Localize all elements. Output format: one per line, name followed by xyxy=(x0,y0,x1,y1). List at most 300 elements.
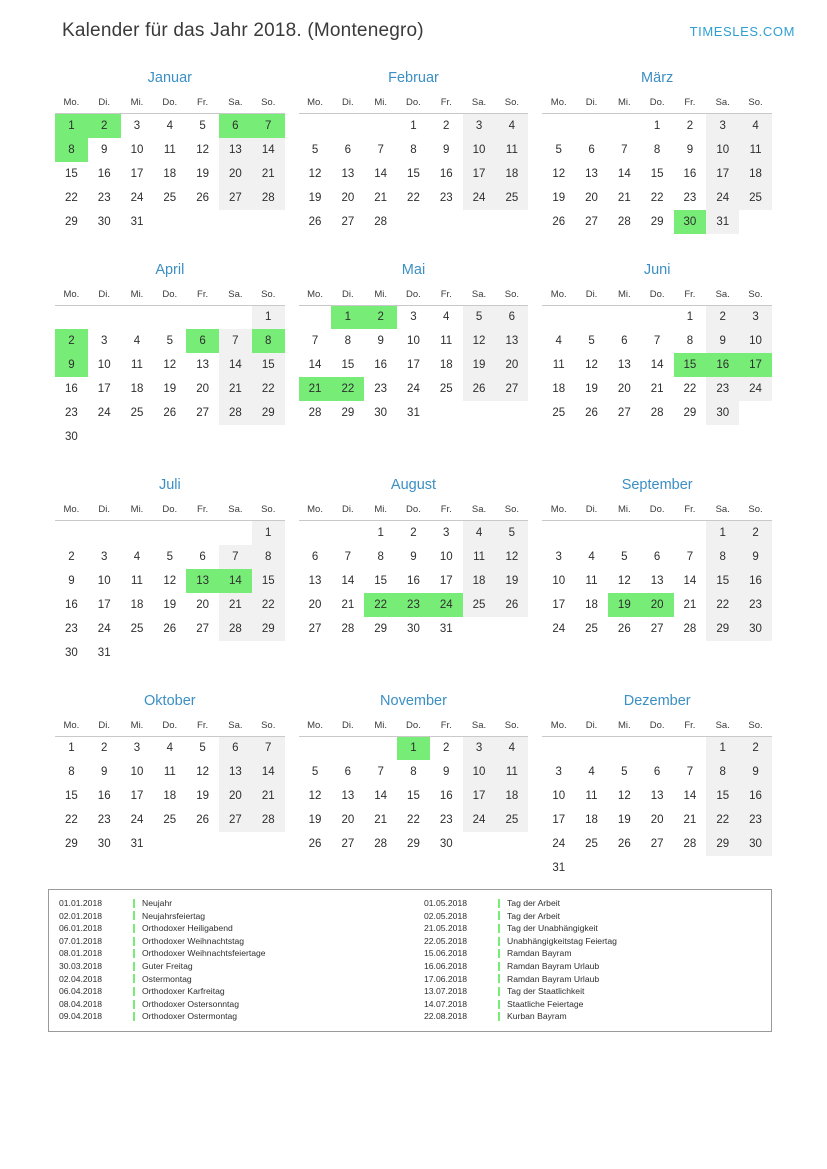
weekday-header: So. xyxy=(495,717,528,737)
legend-label: Orthodoxer Ostersonntag xyxy=(142,998,239,1009)
day-cell: 1 xyxy=(706,521,739,545)
day-cell: 10 xyxy=(739,329,772,353)
day-cell: 27 xyxy=(219,186,252,210)
legend-date: 08.01.2018 xyxy=(59,948,103,959)
day-cell: 24 xyxy=(739,377,772,401)
weekday-header: Mi. xyxy=(121,717,154,737)
week-row xyxy=(55,305,285,329)
day-cell: 10 xyxy=(97,574,111,587)
day-cell: 11 xyxy=(552,359,565,371)
weekday-header: So. xyxy=(495,286,528,306)
page-header xyxy=(0,0,827,42)
day-cell: 28 xyxy=(252,186,285,210)
month-name: Oktober xyxy=(144,692,196,709)
day-cell: 11 xyxy=(739,138,772,162)
empty-cell xyxy=(299,521,332,545)
legend-item xyxy=(59,985,396,998)
weekday-header: Fr. xyxy=(186,94,219,114)
legend-color-swatch xyxy=(133,899,135,908)
empty-cell xyxy=(186,832,219,856)
week-row xyxy=(55,832,285,856)
weekday-header: So. xyxy=(495,501,528,521)
day-cell: 27 xyxy=(650,622,664,635)
day-cell: 30 xyxy=(97,215,111,228)
legend-color-swatch xyxy=(498,937,500,946)
weekday-header: Mi. xyxy=(608,501,641,521)
day-cell: 1 xyxy=(653,119,661,132)
legend-label: Staatliche Feiertage xyxy=(507,998,584,1009)
legend-label: Ostermontag xyxy=(142,973,192,984)
day-cell-holiday: 21 xyxy=(299,377,332,401)
day-cell: 19 xyxy=(308,191,322,204)
month-table xyxy=(542,94,772,234)
day-cell: 3 xyxy=(100,335,108,347)
day-cell: 18 xyxy=(130,383,144,395)
day-cell: 10 xyxy=(552,790,566,802)
day-cell: 7 xyxy=(653,335,661,347)
day-cell: 28 xyxy=(308,407,322,419)
weekday-header: Mi. xyxy=(608,94,641,114)
legend-label: Guter Freitag xyxy=(142,960,193,971)
weekday-header: Mi. xyxy=(608,286,641,306)
weekday-header: So. xyxy=(252,286,285,306)
weekday-header: Sa. xyxy=(463,94,496,114)
day-cell: 4 xyxy=(588,766,595,778)
day-cell: 12 xyxy=(196,766,209,778)
weekday-header: Sa. xyxy=(219,94,252,114)
week-row xyxy=(542,521,772,545)
day-cell: 20 xyxy=(219,784,252,808)
empty-cell xyxy=(252,641,285,665)
legend-date: 08.04.2018 xyxy=(59,998,103,1009)
weekday-header: So. xyxy=(252,94,285,114)
week-row xyxy=(55,545,285,569)
day-cell: 11 xyxy=(495,760,528,784)
day-cell: 8 xyxy=(68,766,75,778)
day-cell: 15 xyxy=(407,790,420,802)
day-cell: 26 xyxy=(308,215,322,228)
week-row xyxy=(542,784,772,808)
legend-color-swatch xyxy=(498,899,500,908)
day-cell: 3 xyxy=(410,311,417,324)
day-cell: 20 xyxy=(617,383,631,395)
weekday-header: So. xyxy=(495,94,528,114)
weekday-header: Mi. xyxy=(121,501,154,521)
legend-color-swatch xyxy=(133,974,135,983)
day-cell: 19 xyxy=(163,598,177,611)
day-cell: 6 xyxy=(588,143,595,156)
day-cell: 15 xyxy=(650,167,664,180)
legend-date: 15.06.2018 xyxy=(424,948,468,959)
week-row xyxy=(55,114,285,138)
day-cell: 20 xyxy=(308,598,322,611)
day-cell: 26 xyxy=(617,622,631,635)
empty-cell xyxy=(542,114,575,138)
empty-cell xyxy=(674,521,707,545)
weekday-header: Fr. xyxy=(674,286,707,306)
week-row xyxy=(299,521,529,545)
day-cell: 18 xyxy=(739,162,772,186)
day-cell: 10 xyxy=(97,359,111,371)
day-cell: 31 xyxy=(552,862,566,874)
legend-label: Neujahr xyxy=(142,898,173,908)
day-cell: 11 xyxy=(163,143,176,156)
day-cell: 2 xyxy=(68,550,75,563)
day-cell: 9 xyxy=(739,545,772,569)
day-cell: 5 xyxy=(588,335,595,347)
day-cell: 29 xyxy=(252,617,285,641)
legend-label: Tag der Arbeit xyxy=(507,910,561,921)
day-cell: 8 xyxy=(410,143,417,156)
day-cell: 6 xyxy=(344,766,352,778)
day-cell: 26 xyxy=(617,838,631,850)
empty-cell xyxy=(331,114,364,138)
day-cell: 23 xyxy=(374,383,388,395)
day-cell: 22 xyxy=(706,808,739,832)
day-cell: 29 xyxy=(65,838,78,850)
day-cell: 19 xyxy=(163,383,177,395)
day-cell: 27 xyxy=(495,377,528,401)
month-name: Februar xyxy=(388,70,439,86)
weekday-header: Fr. xyxy=(186,286,219,306)
empty-cell xyxy=(299,736,332,760)
week-row xyxy=(299,569,529,593)
day-cell: 15 xyxy=(252,353,285,377)
empty-cell xyxy=(575,736,608,760)
legend-item xyxy=(59,947,396,960)
month-block xyxy=(299,56,529,248)
weekday-header: Mo. xyxy=(55,286,88,306)
legend-item xyxy=(59,1010,396,1023)
legend-item xyxy=(59,922,396,935)
day-cell: 20 xyxy=(196,383,209,395)
day-cell: 9 xyxy=(377,335,384,347)
week-row xyxy=(299,114,529,138)
legend-label: Tag der Staatlichkeit xyxy=(507,986,585,997)
day-cell: 26 xyxy=(552,215,566,228)
week-row xyxy=(542,593,772,617)
day-cell: 13 xyxy=(650,790,664,802)
legend-label: Orthodoxer Karfreitag xyxy=(142,986,225,997)
weekday-header: Di. xyxy=(331,501,364,521)
day-cell-holiday: 8 xyxy=(55,138,88,162)
day-cell: 3 xyxy=(463,736,496,760)
day-cell: 18 xyxy=(495,784,528,808)
weekday-header: Sa. xyxy=(219,286,252,306)
day-cell: 10 xyxy=(552,574,566,587)
legend-label: Orthodoxer Weihnachtstag xyxy=(142,935,245,946)
day-cell: 8 xyxy=(653,143,661,156)
week-row xyxy=(299,353,529,377)
day-cell: 4 xyxy=(133,550,141,563)
weekday-header: Fr. xyxy=(674,94,707,114)
day-cell: 11 xyxy=(131,359,143,371)
day-cell: 23 xyxy=(683,191,697,204)
empty-cell xyxy=(153,425,186,449)
day-cell: 29 xyxy=(374,622,388,635)
day-cell: 17 xyxy=(552,598,566,611)
day-cell: 23 xyxy=(97,191,111,204)
legend-date: 06.01.2018 xyxy=(59,923,103,934)
empty-cell xyxy=(219,305,252,329)
day-cell-holiday: 2 xyxy=(364,305,397,329)
month-table xyxy=(542,717,772,881)
legend-date: 30.03.2018 xyxy=(59,960,103,971)
day-cell: 25 xyxy=(163,814,177,826)
week-row xyxy=(542,210,772,234)
day-cell: 25 xyxy=(495,808,528,832)
day-cell: 5 xyxy=(495,521,528,545)
day-cell-holiday: 23 xyxy=(397,593,430,617)
day-cell: 21 xyxy=(341,598,355,611)
weekday-header: Sa. xyxy=(219,501,252,521)
day-cell: 25 xyxy=(585,622,598,635)
day-cell: 11 xyxy=(585,574,598,587)
day-cell: 7 xyxy=(344,550,352,563)
weekday-header: Mo. xyxy=(299,94,332,114)
day-cell: 29 xyxy=(407,838,420,850)
week-row xyxy=(299,760,529,784)
day-cell: 13 xyxy=(219,760,252,784)
day-cell: 23 xyxy=(65,407,78,419)
week-row xyxy=(55,425,285,449)
empty-cell xyxy=(495,617,528,641)
day-cell: 28 xyxy=(341,622,355,635)
day-cell: 18 xyxy=(163,790,177,802)
day-cell: 10 xyxy=(407,335,420,347)
month-name: Mai xyxy=(401,261,426,278)
day-cell: 9 xyxy=(443,143,450,156)
weekday-header: Do. xyxy=(397,94,430,114)
week-row xyxy=(542,569,772,593)
month-block xyxy=(55,679,285,895)
day-cell: 27 xyxy=(341,215,355,228)
legend-item xyxy=(424,985,761,998)
day-cell: 4 xyxy=(555,335,562,347)
day-cell: 13 xyxy=(341,167,355,180)
week-row xyxy=(542,377,772,401)
day-cell: 28 xyxy=(219,401,252,425)
day-cell: 28 xyxy=(617,215,631,228)
day-cell: 20 xyxy=(495,353,528,377)
day-cell-holiday: 9 xyxy=(55,353,88,377)
day-cell: 26 xyxy=(308,838,322,850)
empty-cell xyxy=(219,521,252,545)
day-cell: 15 xyxy=(341,359,355,371)
day-cell: 21 xyxy=(650,383,664,395)
day-cell-holiday: 19 xyxy=(608,593,641,617)
day-cell: 11 xyxy=(163,766,176,778)
day-cell: 22 xyxy=(407,191,420,204)
day-cell: 5 xyxy=(199,119,206,132)
day-cell: 9 xyxy=(686,143,694,156)
weekday-header: Fr. xyxy=(430,717,463,737)
week-row xyxy=(55,617,285,641)
legend-label: Ramdan Bayram xyxy=(507,948,572,959)
day-cell: 27 xyxy=(196,622,209,635)
weekday-header: Mo. xyxy=(55,717,88,737)
week-row xyxy=(299,784,529,808)
week-row xyxy=(55,162,285,186)
weekday-header: Sa. xyxy=(463,717,496,737)
month-block xyxy=(299,248,529,464)
weekday-header: Sa. xyxy=(463,501,496,521)
empty-cell xyxy=(542,521,575,545)
day-cell: 16 xyxy=(97,167,111,180)
empty-cell xyxy=(299,305,332,329)
day-cell: 6 xyxy=(495,305,528,329)
week-row xyxy=(55,521,285,545)
day-cell: 19 xyxy=(617,814,631,826)
day-cell: 14 xyxy=(341,574,355,587)
day-cell: 16 xyxy=(407,574,420,587)
day-cell: 26 xyxy=(196,814,209,826)
empty-cell xyxy=(121,641,154,665)
day-cell: 8 xyxy=(706,760,739,784)
weekday-header: Do. xyxy=(641,286,674,306)
empty-cell xyxy=(153,521,186,545)
empty-cell xyxy=(397,210,430,234)
weekday-header: So. xyxy=(252,501,285,521)
day-cell: 30 xyxy=(65,431,78,443)
month-table xyxy=(299,286,529,426)
day-cell: 17 xyxy=(130,167,144,180)
weekday-header: Di. xyxy=(575,94,608,114)
day-cell: 8 xyxy=(686,335,694,347)
empty-cell xyxy=(608,736,641,760)
day-cell: 6 xyxy=(653,550,661,563)
day-cell: 10 xyxy=(706,138,739,162)
day-cell: 3 xyxy=(133,742,141,755)
week-row xyxy=(299,545,529,569)
day-cell: 7 xyxy=(686,766,694,778)
day-cell: 21 xyxy=(219,593,252,617)
day-cell: 7 xyxy=(252,736,285,760)
week-row xyxy=(542,617,772,641)
empty-cell xyxy=(575,305,608,329)
day-cell: 15 xyxy=(407,167,420,180)
weekday-header: Mo. xyxy=(542,94,575,114)
empty-cell xyxy=(88,521,121,545)
day-cell: 6 xyxy=(199,550,206,563)
month-block xyxy=(299,463,529,679)
day-cell: 26 xyxy=(495,593,528,617)
day-cell: 14 xyxy=(683,574,697,587)
legend-color-swatch xyxy=(498,949,500,958)
day-cell: 3 xyxy=(100,550,108,563)
day-cell: 24 xyxy=(463,186,496,210)
day-cell: 16 xyxy=(739,784,772,808)
weekday-header: Mo. xyxy=(299,501,332,521)
legend-date: 02.01.2018 xyxy=(59,910,103,921)
day-cell: 5 xyxy=(621,766,628,778)
day-cell: 6 xyxy=(344,143,352,156)
weekday-header: Mo. xyxy=(55,94,88,114)
legend-date: 21.05.2018 xyxy=(424,923,468,934)
day-cell: 7 xyxy=(311,335,319,347)
legend-color-swatch xyxy=(498,962,500,971)
weekday-header: Di. xyxy=(88,717,121,737)
day-cell: 29 xyxy=(252,401,285,425)
weekday-header: Fr. xyxy=(430,94,463,114)
week-row xyxy=(542,162,772,186)
empty-cell xyxy=(575,114,608,138)
empty-cell xyxy=(430,210,463,234)
day-cell: 12 xyxy=(163,574,177,587)
day-cell: 10 xyxy=(130,143,144,156)
day-cell: 29 xyxy=(341,407,355,419)
weekday-header: Mo. xyxy=(55,501,88,521)
empty-cell xyxy=(739,210,772,234)
day-cell: 1 xyxy=(252,305,285,329)
weekday-header: Do. xyxy=(397,501,430,521)
week-row xyxy=(299,736,529,760)
day-cell: 7 xyxy=(219,545,252,569)
week-row xyxy=(55,186,285,210)
legend-item xyxy=(424,947,761,960)
empty-cell xyxy=(542,305,575,329)
weekday-header: So. xyxy=(739,717,772,737)
day-cell: 5 xyxy=(166,335,173,347)
legend-color-swatch xyxy=(498,987,500,996)
week-row xyxy=(55,808,285,832)
day-cell: 20 xyxy=(650,814,664,826)
weekday-header: So. xyxy=(739,94,772,114)
day-cell: 13 xyxy=(617,359,631,371)
day-cell: 12 xyxy=(617,790,631,802)
day-cell: 16 xyxy=(65,383,78,395)
empty-cell xyxy=(252,210,285,234)
legend-label: Kurban Bayram xyxy=(507,1011,567,1022)
day-cell: 15 xyxy=(374,574,388,587)
day-cell: 29 xyxy=(650,215,664,228)
brand-link[interactable]: TIMESLES.COM xyxy=(689,24,795,39)
day-cell: 17 xyxy=(439,574,453,587)
day-cell: 7 xyxy=(377,143,384,156)
day-cell: 23 xyxy=(706,377,739,401)
week-row xyxy=(299,617,529,641)
week-row xyxy=(542,353,772,377)
legend-item xyxy=(59,910,396,923)
legend-item xyxy=(424,973,761,986)
day-cell: 27 xyxy=(219,808,252,832)
day-cell: 18 xyxy=(585,814,598,826)
day-cell: 13 xyxy=(341,790,355,802)
day-cell: 27 xyxy=(341,838,355,850)
empty-cell xyxy=(495,832,528,856)
day-cell: 14 xyxy=(308,359,322,371)
day-cell: 21 xyxy=(252,784,285,808)
day-cell: 25 xyxy=(495,186,528,210)
legend-date: 02.05.2018 xyxy=(424,910,468,921)
day-cell: 16 xyxy=(683,167,697,180)
day-cell: 31 xyxy=(130,838,144,850)
day-cell-holiday: 7 xyxy=(252,114,285,138)
month-block xyxy=(55,248,285,464)
empty-cell xyxy=(674,736,707,760)
legend-color-swatch xyxy=(133,924,135,933)
months-grid xyxy=(0,56,827,894)
day-cell-holiday: 1 xyxy=(55,114,88,138)
week-row xyxy=(299,808,529,832)
legend-color-swatch xyxy=(498,974,500,983)
weekday-header: Mi. xyxy=(121,94,154,114)
day-cell: 19 xyxy=(495,569,528,593)
legend-label: Orthodoxer Heiligabend xyxy=(142,923,233,934)
day-cell: 28 xyxy=(252,808,285,832)
legend-color-swatch xyxy=(133,987,135,996)
day-cell: 28 xyxy=(219,617,252,641)
